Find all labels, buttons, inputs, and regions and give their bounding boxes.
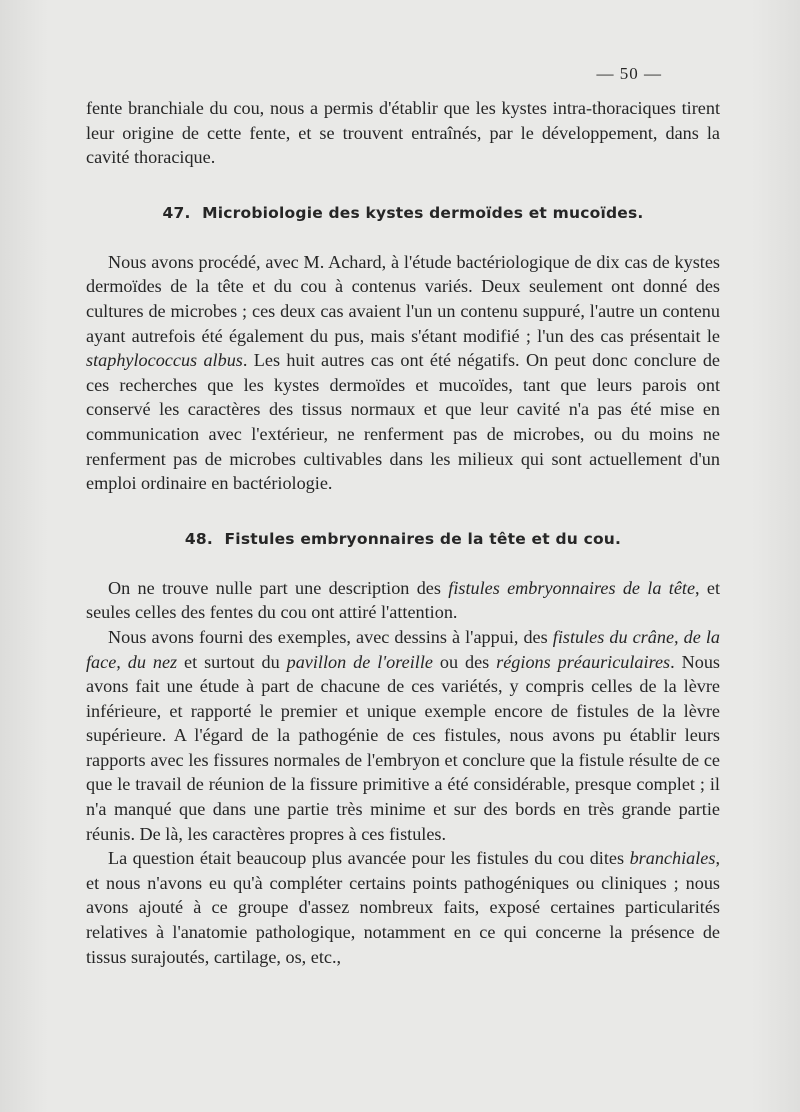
section-47-heading: [86, 204, 720, 222]
section-48-p2-italic-1: fistules du crâne, de la face, du nez: [86, 626, 720, 672]
section-48-p2-text-2: et surtout du: [177, 651, 287, 672]
section-48-p2-text-1: Nous avons fourni des exemples, avec dessins à l'appui, des: [108, 626, 553, 647]
section-48-p2-italic-3: régions préauriculaires: [496, 651, 671, 672]
section-48-p1-text-2: , et seules celles des fentes du cou ont attiré l'attention.: [86, 577, 720, 623]
section-48-paragraph-3: [86, 846, 720, 969]
section-48-p3-italic-1: branchiales: [629, 848, 716, 869]
section-47-number: 47.: [162, 203, 191, 222]
section-48-p3-text-2: , et nous n'avons eu qu'à compléter certains points pathogéniques ou cliniques ; nous avons ajouté à ce groupe d'assez nombreux faits, exposé certaines particularités relatives à l'anatomie pathologique, notamment en ce qui concerne la présence de tissus surajoutés, cartilage, os, etc.,: [86, 848, 720, 967]
section-47-text-1: Nous avons procédé, avec M. Achard, à l'étude bactériologique de dix cas de kystes dermoïdes de la tête et du cou à contenus variés. Deux seulement ont donné des cultures de microbes ; ces deux cas avaient l'un un contenu suppuré, l'autre un contenu ayant autrefois été également du pus, mais s'étant modifié ; l'un des cas présentait le: [86, 251, 720, 346]
section-48-number: 48.: [184, 529, 213, 548]
section-48-p2-italic-2: pavillon de l'oreille: [286, 651, 433, 672]
section-48-title: Fistules embryonnaires de la tête et du cou.: [224, 529, 622, 548]
section-47-text-2: . Les huit autres cas ont été négatifs. On peut donc conclure de ces recherches que les kystes dermoïdes et mucoïdes, tant que leurs parois ont conservé les caractères des tissus normaux et que leur cavité n'a pas été mise en communication avec l'extérieur, ne renferment pas de microbes, ou du moins ne renferment pas de microbes cultivables dans les milieux qui sont actuellement d'un emploi ordinaire en bactériologie.: [86, 350, 720, 494]
section-48-paragraph-2: [86, 625, 720, 846]
section-47-paragraph: [86, 250, 720, 496]
section-48-heading: [86, 530, 720, 548]
section-48-paragraph-1: [86, 576, 720, 625]
section-47-title: Microbiologie des kystes dermoïdes et mucoïdes.: [202, 203, 644, 222]
page-number: — 50 —: [596, 64, 662, 83]
section-47-italic-1: staphylococcus albus: [86, 350, 243, 371]
section-48-p1-italic-1: fistules embryonnaires de la tête: [448, 577, 696, 598]
section-48-p2-text-3: ou des: [432, 651, 497, 672]
section-48-p2-text-4: . Nous avons fait une étude à part de chacune de ces variétés, y compris celles de la lèvre inférieure, et rapporté le premier et unique exemple encore de fistules de la lèvre supérieure. A l'égard de la pathogénie de ces fistules, nous avons pu établir leurs rapports avec les fissures normales de l'embryon et conclure que la fistule résulte de ce que le travail de réunion de la fissure primitive a été considérable, presque complet ; il n'a manqué que dans une partie très minime et sur des bords en très grande partie réunis. De là, les caractères propres à ces fistules.: [86, 651, 720, 844]
intro-paragraph: fente branchiale du cou, nous a permis d'établir que les kystes intra-thoraciques tirent leur origine de cette fente, et se trouvent entraînés, par le développement, dans la cavité thoracique.: [86, 98, 720, 168]
section-48-p1-text-1: On ne trouve nulle part une description des: [108, 577, 449, 598]
section-48-p3-text-1: La question était beaucoup plus avancée pour les fistules du cou dites: [108, 848, 630, 869]
